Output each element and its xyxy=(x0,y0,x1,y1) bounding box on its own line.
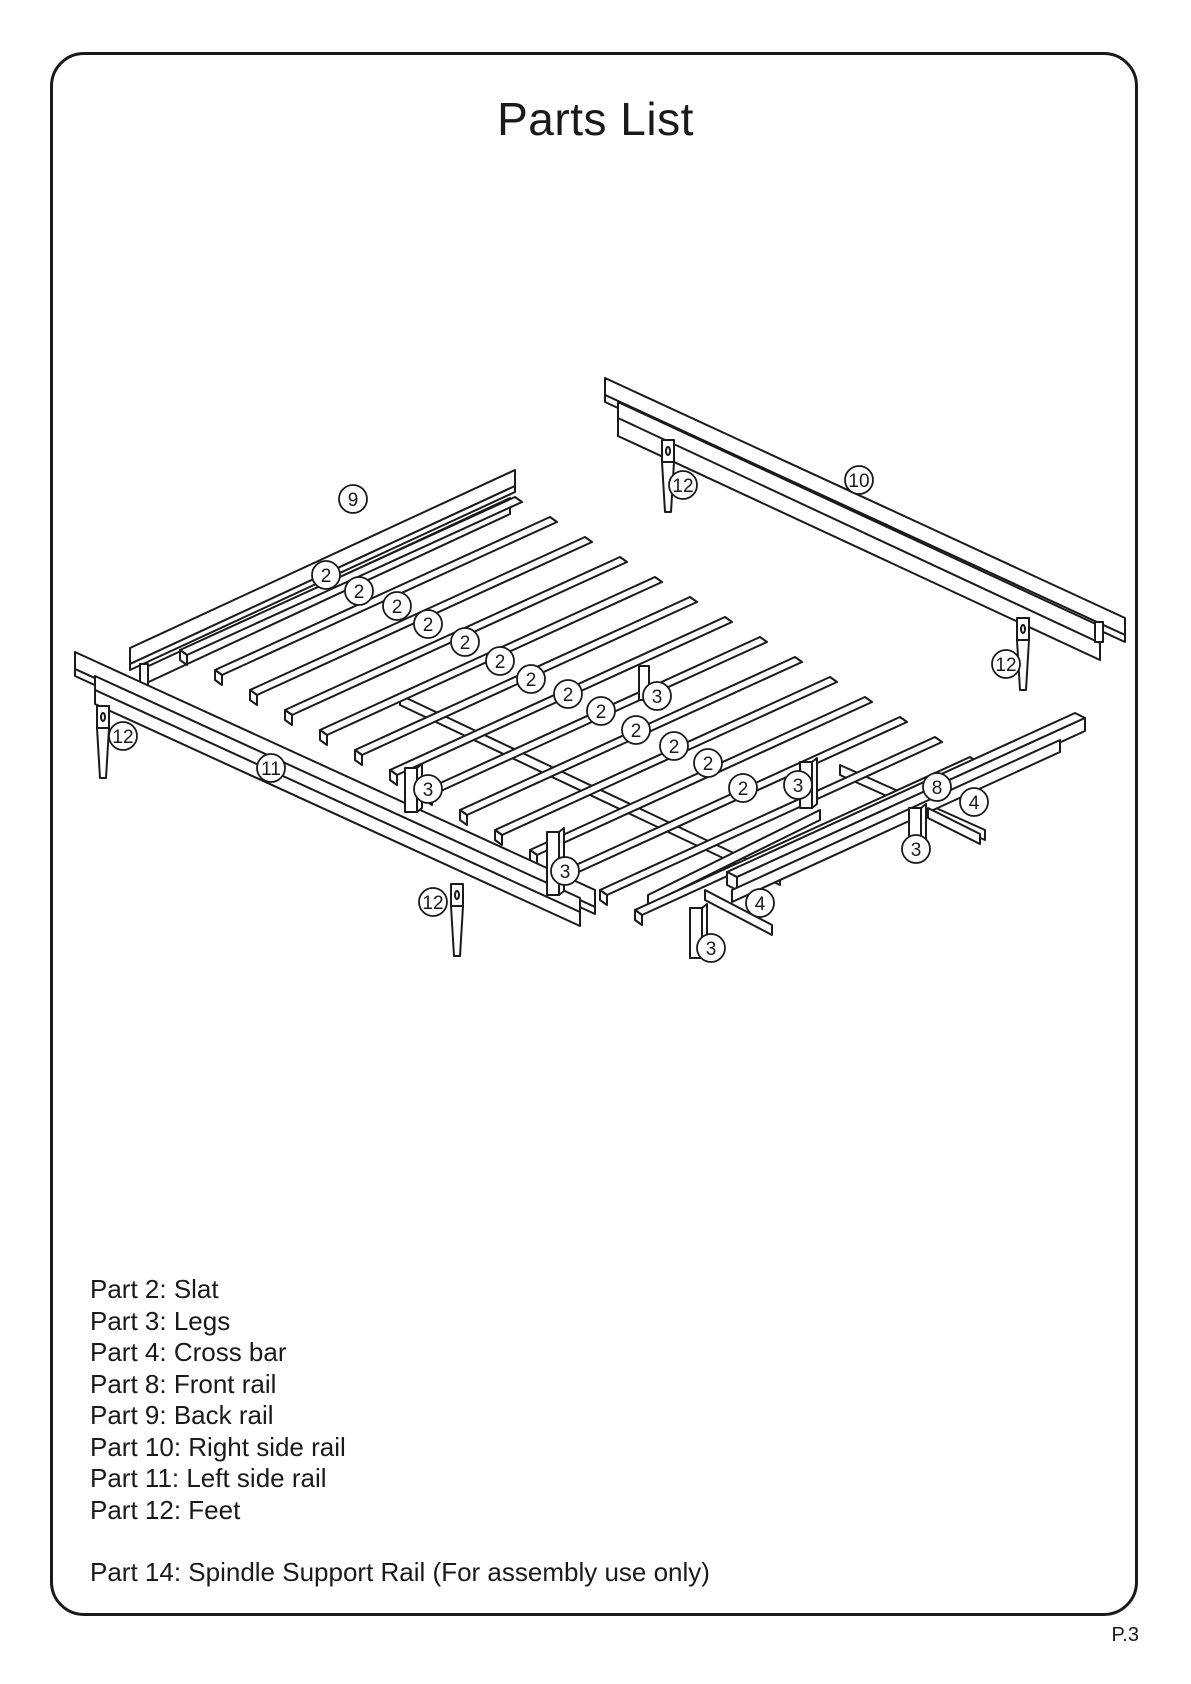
svg-text:2: 2 xyxy=(737,779,749,800)
callout-back-rail xyxy=(339,485,367,513)
svg-text:4: 4 xyxy=(968,793,980,814)
svg-text:2: 2 xyxy=(391,597,403,618)
svg-text:8: 8 xyxy=(931,778,943,799)
callout-left-side-rail xyxy=(257,754,285,782)
callout-slat xyxy=(622,716,650,744)
svg-text:2: 2 xyxy=(320,566,332,587)
svg-text:12: 12 xyxy=(422,893,444,914)
callout-leg xyxy=(697,934,725,962)
callout-slat xyxy=(312,561,340,589)
callout-front-rail xyxy=(923,773,951,801)
exploded-bed-diagram xyxy=(60,360,1140,1060)
svg-text:3: 3 xyxy=(559,862,571,883)
svg-text:2: 2 xyxy=(525,670,537,691)
callout-slat xyxy=(694,749,722,777)
right-side-rail xyxy=(605,378,1125,660)
callout-slat xyxy=(414,610,442,638)
svg-text:12: 12 xyxy=(112,727,134,748)
svg-text:2: 2 xyxy=(702,754,714,775)
callout-cross-bar xyxy=(960,788,988,816)
callout-slat xyxy=(383,592,411,620)
svg-text:10: 10 xyxy=(848,471,870,492)
slats xyxy=(180,497,977,925)
callout-foot xyxy=(419,888,447,916)
svg-text:2: 2 xyxy=(630,721,642,742)
parts-list-item: Part 12: Feet xyxy=(90,1494,241,1525)
svg-text:2: 2 xyxy=(353,582,365,603)
callout-slat xyxy=(729,774,757,802)
svg-text:11: 11 xyxy=(261,759,281,780)
callout-foot xyxy=(992,650,1020,678)
svg-text:3: 3 xyxy=(792,776,804,797)
callout-cross-bar xyxy=(746,889,774,917)
callout-leg xyxy=(414,775,442,803)
svg-text:3: 3 xyxy=(651,687,663,708)
parts-list-item: Part 4: Cross bar xyxy=(90,1337,287,1367)
svg-text:2: 2 xyxy=(562,685,574,706)
callout-slat xyxy=(486,647,514,675)
svg-text:3: 3 xyxy=(705,939,717,960)
callout-slat xyxy=(554,680,582,708)
svg-text:2: 2 xyxy=(422,615,434,636)
callout-leg xyxy=(551,857,579,885)
callout-foot xyxy=(669,471,697,499)
svg-text:3: 3 xyxy=(422,780,434,801)
parts-list-item: Part 8: Front rail xyxy=(90,1368,277,1399)
callout-slat xyxy=(660,732,688,760)
svg-text:2: 2 xyxy=(595,702,607,723)
svg-text:4: 4 xyxy=(754,894,766,915)
callout-slat xyxy=(587,697,615,725)
parts-list xyxy=(90,1274,710,1589)
parts-list-item: Part 9: Back rail xyxy=(90,1400,274,1430)
parts-list-item: Part 10: Right side rail xyxy=(90,1431,346,1462)
assembly-note: Part 14: Spindle Support Rail (For assembly use only) xyxy=(90,1557,710,1587)
callout-slat xyxy=(451,628,479,656)
callout-leg xyxy=(784,771,812,799)
page-number: P.3 xyxy=(1111,1624,1139,1646)
page-title: Parts List xyxy=(497,93,694,145)
svg-text:12: 12 xyxy=(672,476,694,497)
callout-leg xyxy=(902,835,930,863)
callout-right-side-rail xyxy=(845,466,873,494)
callout-foot xyxy=(109,722,137,750)
svg-text:12: 12 xyxy=(995,655,1017,676)
spacer xyxy=(90,1526,710,1557)
svg-text:3: 3 xyxy=(910,840,922,861)
svg-text:2: 2 xyxy=(668,737,680,758)
parts-list-item: Part 11: Left side rail xyxy=(90,1463,327,1493)
parts-list-item: Part 2: Slat xyxy=(90,1274,219,1304)
svg-text:2: 2 xyxy=(494,652,506,673)
callout-slat xyxy=(345,577,373,605)
callout-slat xyxy=(517,665,545,693)
callout-leg xyxy=(643,682,671,710)
svg-text:9: 9 xyxy=(347,490,359,511)
svg-text:2: 2 xyxy=(459,633,471,654)
parts-list-item: Part 3: Legs xyxy=(90,1305,231,1336)
